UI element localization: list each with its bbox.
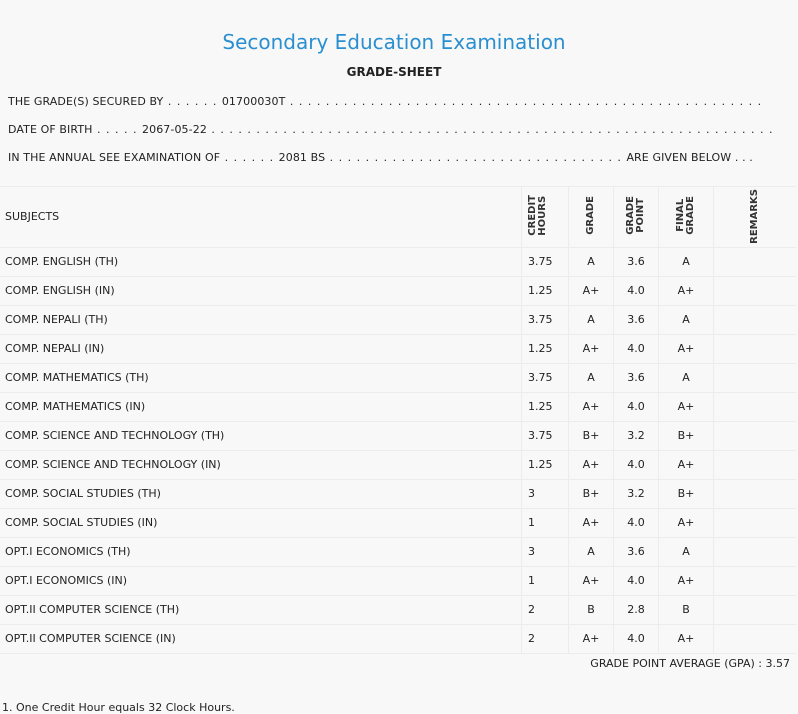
credit-hours-cell: 3.75 (522, 363, 569, 392)
header-remarks-label: REMARKS (749, 189, 760, 244)
final-grade-cell: A (659, 305, 714, 334)
subject-cell: COMP. MATHEMATICS (TH) (0, 363, 522, 392)
subject-cell: COMP. SCIENCE AND TECHNOLOGY (TH) (0, 421, 522, 450)
subject-cell: COMP. ENGLISH (IN) (0, 276, 522, 305)
subject-cell: COMP. ENGLISH (TH) (0, 247, 522, 276)
remarks-cell (714, 479, 797, 508)
table-header-row (0, 187, 796, 248)
credit-hours-cell: 2 (522, 624, 569, 653)
grade-cell: A (569, 537, 614, 566)
header-remarks (714, 187, 797, 248)
table-row (0, 508, 796, 537)
exam-label: IN THE ANNUAL SEE EXAMINATION OF (8, 151, 221, 164)
final-grade-cell: B (659, 595, 714, 624)
grade-point-cell: 4.0 (614, 566, 659, 595)
dob-post-dots: . . . . . . . . . . . . . . . . . . . . . . . . . . . . . . . . . . . . . . . . . . . . . . . . . . . . . . . . . . . . . . . (206, 123, 774, 136)
grade-point-cell: 4.0 (614, 624, 659, 653)
remarks-cell (714, 595, 797, 624)
exam-post-dots: . . . . . . . . . . . . . . . . . . . . . . . . . . . . . . . . . (325, 151, 627, 164)
symbol-label: THE GRADE(S) SECURED BY (8, 95, 164, 108)
grade-point-cell: 3.6 (614, 247, 659, 276)
exam-value: 2081 BS (278, 151, 326, 164)
table-row (0, 479, 796, 508)
subject-cell: COMP. NEPALI (TH) (0, 305, 522, 334)
symbol-pre-dots: . . . . . . (163, 95, 222, 108)
grade-cell: A+ (569, 450, 614, 479)
subject-cell: COMP. SCIENCE AND TECHNOLOGY (IN) (0, 450, 522, 479)
grade-point-cell: 2.8 (614, 595, 659, 624)
symbol-line (8, 95, 762, 108)
grade-point-cell: 4.0 (614, 392, 659, 421)
credit-hours-cell: 3.75 (522, 247, 569, 276)
grade-cell: B (569, 595, 614, 624)
remarks-cell (714, 247, 797, 276)
final-grade-cell: B+ (659, 479, 714, 508)
subject-cell: COMP. SOCIAL STUDIES (IN) (0, 508, 522, 537)
subject-cell: COMP. SOCIAL STUDIES (TH) (0, 479, 522, 508)
table-row (0, 392, 796, 421)
header-grade-point-line2: POINT (635, 198, 646, 233)
credit-hours-cell: 1.25 (522, 334, 569, 363)
remarks-cell (714, 566, 797, 595)
dob-line (8, 123, 774, 136)
header-grade-label: GRADE (585, 196, 596, 235)
table-row (0, 595, 796, 624)
table-row (0, 305, 796, 334)
grade-point-cell: 4.0 (614, 508, 659, 537)
gpa-label: GRADE POINT AVERAGE (GPA) : (590, 657, 762, 670)
remarks-cell (714, 392, 797, 421)
grade-cell: A+ (569, 334, 614, 363)
header-credit-line2: HOURS (537, 195, 548, 236)
table-row (0, 334, 796, 363)
grade-cell: A (569, 247, 614, 276)
table-row (0, 624, 796, 653)
grade-cell: A+ (569, 276, 614, 305)
grade-point-cell: 4.0 (614, 450, 659, 479)
grade-cell: A+ (569, 624, 614, 653)
credit-hours-cell: 1.25 (522, 276, 569, 305)
header-credit-line1: CREDIT (527, 195, 538, 236)
subject-cell: OPT.I ECONOMICS (TH) (0, 537, 522, 566)
footnote: 1. One Credit Hour equals 32 Clock Hours. (2, 701, 235, 714)
remarks-cell (714, 334, 797, 363)
header-credit-hours (522, 187, 569, 248)
grade-cell: B+ (569, 421, 614, 450)
grade-cell: A+ (569, 508, 614, 537)
header-subjects: SUBJECTS (0, 187, 522, 248)
subject-cell: OPT.I ECONOMICS (IN) (0, 566, 522, 595)
final-grade-cell: A+ (659, 508, 714, 537)
remarks-cell (714, 305, 797, 334)
header-final-line2: GRADE (685, 196, 696, 235)
grade-point-cell: 3.2 (614, 421, 659, 450)
header-final-line1: FINAL (675, 198, 686, 232)
remarks-cell (714, 450, 797, 479)
grade-cell: A (569, 305, 614, 334)
table-row (0, 537, 796, 566)
final-grade-cell: A+ (659, 450, 714, 479)
final-grade-cell: A+ (659, 392, 714, 421)
gpa-line (590, 657, 790, 670)
table-row (0, 450, 796, 479)
dob-value: 2067-05-22 (142, 123, 207, 136)
grade-cell: A (569, 363, 614, 392)
credit-hours-cell: 2 (522, 595, 569, 624)
grade-cell: B+ (569, 479, 614, 508)
header-final-grade (659, 187, 714, 248)
dob-pre-dots: . . . . . (92, 123, 142, 136)
final-grade-cell: A+ (659, 624, 714, 653)
page-title: Secondary Education Examination (222, 30, 566, 54)
table-row (0, 363, 796, 392)
exam-pre-dots: . . . . . . (220, 151, 279, 164)
gpa-value: 3.57 (765, 657, 790, 670)
credit-hours-cell: 3 (522, 479, 569, 508)
final-grade-cell: B+ (659, 421, 714, 450)
table-row (0, 276, 796, 305)
grade-point-cell: 3.6 (614, 305, 659, 334)
final-grade-cell: A+ (659, 566, 714, 595)
grade-cell: A+ (569, 392, 614, 421)
table-row (0, 247, 796, 276)
credit-hours-cell: 1.25 (522, 392, 569, 421)
grade-point-cell: 3.2 (614, 479, 659, 508)
exam-line (8, 151, 753, 164)
page-subtitle: GRADE-SHEET (346, 65, 442, 79)
header-grade-point-line1: GRADE (625, 196, 636, 235)
table-row (0, 421, 796, 450)
table-row (0, 566, 796, 595)
credit-hours-cell: 3.75 (522, 421, 569, 450)
final-grade-cell: A+ (659, 276, 714, 305)
final-grade-cell: A (659, 247, 714, 276)
credit-hours-cell: 1 (522, 566, 569, 595)
credit-hours-cell: 3 (522, 537, 569, 566)
symbol-value: 01700030T (221, 95, 286, 108)
credit-hours-cell: 1.25 (522, 450, 569, 479)
subject-cell: COMP. MATHEMATICS (IN) (0, 392, 522, 421)
remarks-cell (714, 624, 797, 653)
symbol-post-dots: . . . . . . . . . . . . . . . . . . . . . . . . . . . . . . . . . . . . . . . . . . . . . . . . . . . . . (285, 95, 763, 108)
header-grade (569, 187, 614, 248)
final-grade-cell: A (659, 537, 714, 566)
remarks-cell (714, 363, 797, 392)
remarks-cell (714, 421, 797, 450)
grade-point-cell: 3.6 (614, 537, 659, 566)
remarks-cell (714, 537, 797, 566)
grade-table (0, 186, 796, 654)
remarks-cell (714, 276, 797, 305)
remarks-cell (714, 508, 797, 537)
credit-hours-cell: 3.75 (522, 305, 569, 334)
subject-cell: COMP. NEPALI (IN) (0, 334, 522, 363)
final-grade-cell: A (659, 363, 714, 392)
grade-point-cell: 4.0 (614, 276, 659, 305)
grade-point-cell: 4.0 (614, 334, 659, 363)
grade-cell: A+ (569, 566, 614, 595)
header-grade-point (614, 187, 659, 248)
final-grade-cell: A+ (659, 334, 714, 363)
exam-suffix: ARE GIVEN BELOW . . . (626, 151, 753, 164)
subject-cell: OPT.II COMPUTER SCIENCE (IN) (0, 624, 522, 653)
credit-hours-cell: 1 (522, 508, 569, 537)
subject-cell: OPT.II COMPUTER SCIENCE (TH) (0, 595, 522, 624)
grade-point-cell: 3.6 (614, 363, 659, 392)
dob-label: DATE OF BIRTH (8, 123, 93, 136)
